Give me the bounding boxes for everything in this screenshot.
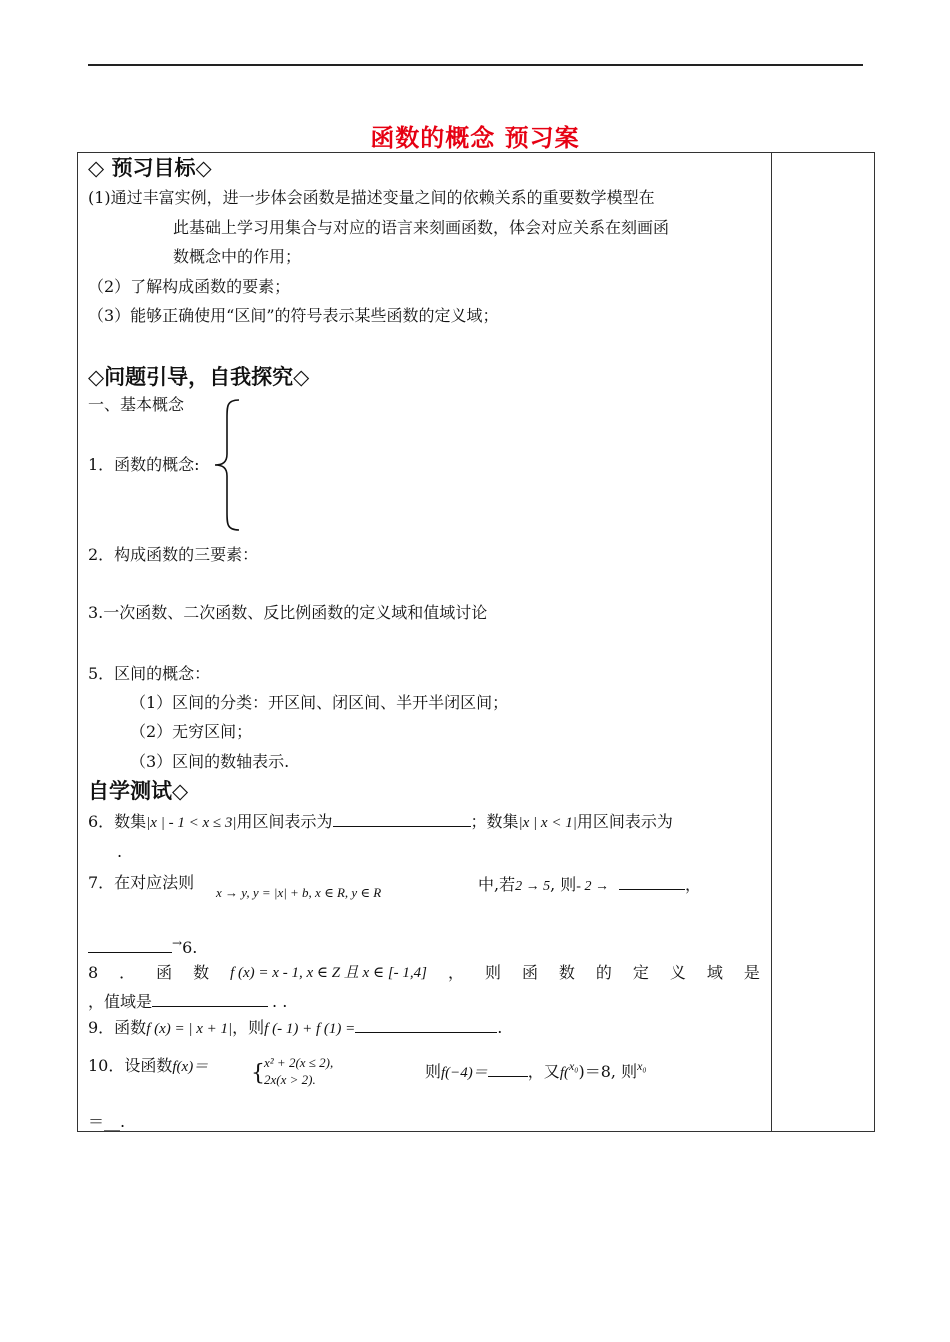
p7-map: 2 → 5 — [515, 879, 551, 894]
p7-text-c: , 则 — [550, 875, 577, 894]
problem-10 — [88, 1056, 208, 1077]
question-1: 1．函数的概念: — [88, 455, 200, 474]
page-title: 函数的概念 预习案 — [370, 124, 580, 152]
p10-x0: x₀ — [568, 1059, 579, 1073]
p6-set-1: |x | - 1 < x ≤ 3| — [146, 815, 237, 831]
p10-end: ＝__. — [88, 1112, 126, 1131]
content-table — [77, 152, 875, 1132]
p7-six: 6. — [182, 938, 198, 957]
question-2: 2．构成函数的三要素： — [88, 545, 259, 564]
p9-text-b: ，则 — [232, 1018, 265, 1037]
table-divider — [771, 152, 772, 1132]
test-heading: 自学测试◇ — [88, 779, 189, 803]
goals-heading: ◇ 预习目标◇ — [88, 156, 212, 180]
p10-case-1: x² + 2(x ≤ 2), — [264, 1055, 334, 1070]
question-3: 3.一次函数、二次函数、反比例函数的定义域和值域讨论 — [88, 603, 488, 622]
p10-f4: f(−4)＝ — [441, 1065, 488, 1081]
p8-word: 函 — [521, 963, 538, 982]
p8-word: 定 — [632, 963, 649, 982]
p7-answer-blank-2[interactable] — [88, 936, 172, 953]
p8-word: 是 — [743, 963, 760, 982]
p8-word: ． — [119, 963, 136, 982]
curly-brace-icon — [213, 398, 243, 532]
header-rule — [88, 64, 863, 66]
p10-text-c: ，又 — [527, 1062, 560, 1081]
p10-case-2: 2x(x > 2). — [264, 1072, 316, 1087]
p7-neg: - 2 → — [576, 879, 609, 894]
p10-answer-blank-1[interactable] — [488, 1060, 528, 1077]
p10-text-b: 则 — [425, 1062, 442, 1081]
goal-3: （3）能够正确使用“区间”的符号表示某些函数的定义域； — [88, 306, 499, 325]
p8-word: 义 — [669, 963, 686, 982]
problem-7 — [88, 873, 194, 893]
problem-7-cont — [478, 873, 701, 897]
p10-text-a: 10．设函数 — [88, 1056, 173, 1075]
p7-text-b: 中,若 — [478, 875, 516, 894]
question-5: 5．区间的概念： — [88, 664, 211, 683]
problem-6 — [88, 810, 673, 833]
p10-x0-b: x₀ — [637, 1059, 647, 1073]
problem-7-line-2 — [88, 933, 197, 958]
question-5-2: （2）无穷区间； — [130, 722, 253, 741]
p8-word: ， — [447, 963, 464, 982]
p8-word: 数 — [193, 963, 210, 982]
p7-text-a: 7．在对应法则 — [88, 873, 195, 892]
problem-10-cont — [425, 1056, 647, 1083]
p6-end: . — [117, 842, 123, 861]
p6-text-a: 6．数集 — [88, 812, 147, 831]
p9-text-a: 9．函数 — [88, 1018, 147, 1037]
p8-word: 则 — [484, 963, 501, 982]
p8-dots: . . — [272, 992, 288, 1011]
p6-text-c: ；数集 — [470, 812, 519, 831]
p10-f: f( — [559, 1065, 569, 1081]
p7-answer-blank-1[interactable] — [619, 873, 685, 890]
p8-answer-blank[interactable] — [152, 990, 268, 1007]
p6-set-2: |x | x < 1| — [518, 815, 577, 831]
goal-1-line-3: 数概念中的作用； — [173, 247, 302, 266]
p9-function: f (x) = | x + 1| — [146, 1021, 233, 1037]
p10-text-d: )＝8, 则 — [578, 1062, 638, 1081]
p8-word: 函 — [156, 963, 173, 982]
p8-word: 域 — [706, 963, 723, 982]
problem-9 — [88, 1016, 502, 1039]
p7-rule: x → y, y = |x| + b, x ∈ R, y ∈ R — [216, 885, 382, 900]
goal-1-line-2: 此基础上学习用集合与对应的语言来刻画函数，体会对应关系在刻画函 — [173, 218, 670, 237]
p8-word: 数 — [558, 963, 575, 982]
p6-text-b: 用区间表示为 — [236, 812, 333, 831]
question-5-1: （1）区间的分类：开区间、闭区间、半开半闭区间； — [130, 693, 509, 712]
goal-2: （2）了解构成函数的要素； — [88, 277, 291, 296]
explore-heading: ◇问题引导，自我探究◇ — [88, 365, 310, 389]
p8-word: 8 — [88, 963, 99, 982]
p8-function: f (x) = x - 1, x ∈ Z 且 x ∈ [- 1,4] — [230, 965, 427, 981]
goal-1-line-1: (1)通过丰富实例，进一步体会函数是描述变量之间的依赖关系的重要数学模型在 — [88, 188, 655, 207]
p8-word: 的 — [595, 963, 612, 982]
p6-text-d: 用区间表示为 — [576, 812, 673, 831]
p9-answer-blank[interactable] — [355, 1016, 497, 1033]
section-basic-concepts: 一、基本概念 — [88, 395, 185, 414]
p6-answer-blank-1[interactable] — [333, 810, 471, 827]
p9-expression: f (- 1) + f (1) = — [264, 1021, 356, 1037]
p9-end: . — [497, 1018, 503, 1037]
p7-comma: ， — [684, 875, 701, 894]
p10-fx: f(x)＝ — [172, 1059, 209, 1075]
p7-arrow: → — [172, 936, 183, 950]
p10-brace-icon: { — [251, 1061, 265, 1086]
problem-8 — [88, 963, 760, 983]
problem-8-line-2 — [88, 990, 287, 1012]
p8-text-range: ，值域是 — [88, 992, 153, 1011]
question-5-3: （3）区间的数轴表示. — [130, 752, 290, 771]
